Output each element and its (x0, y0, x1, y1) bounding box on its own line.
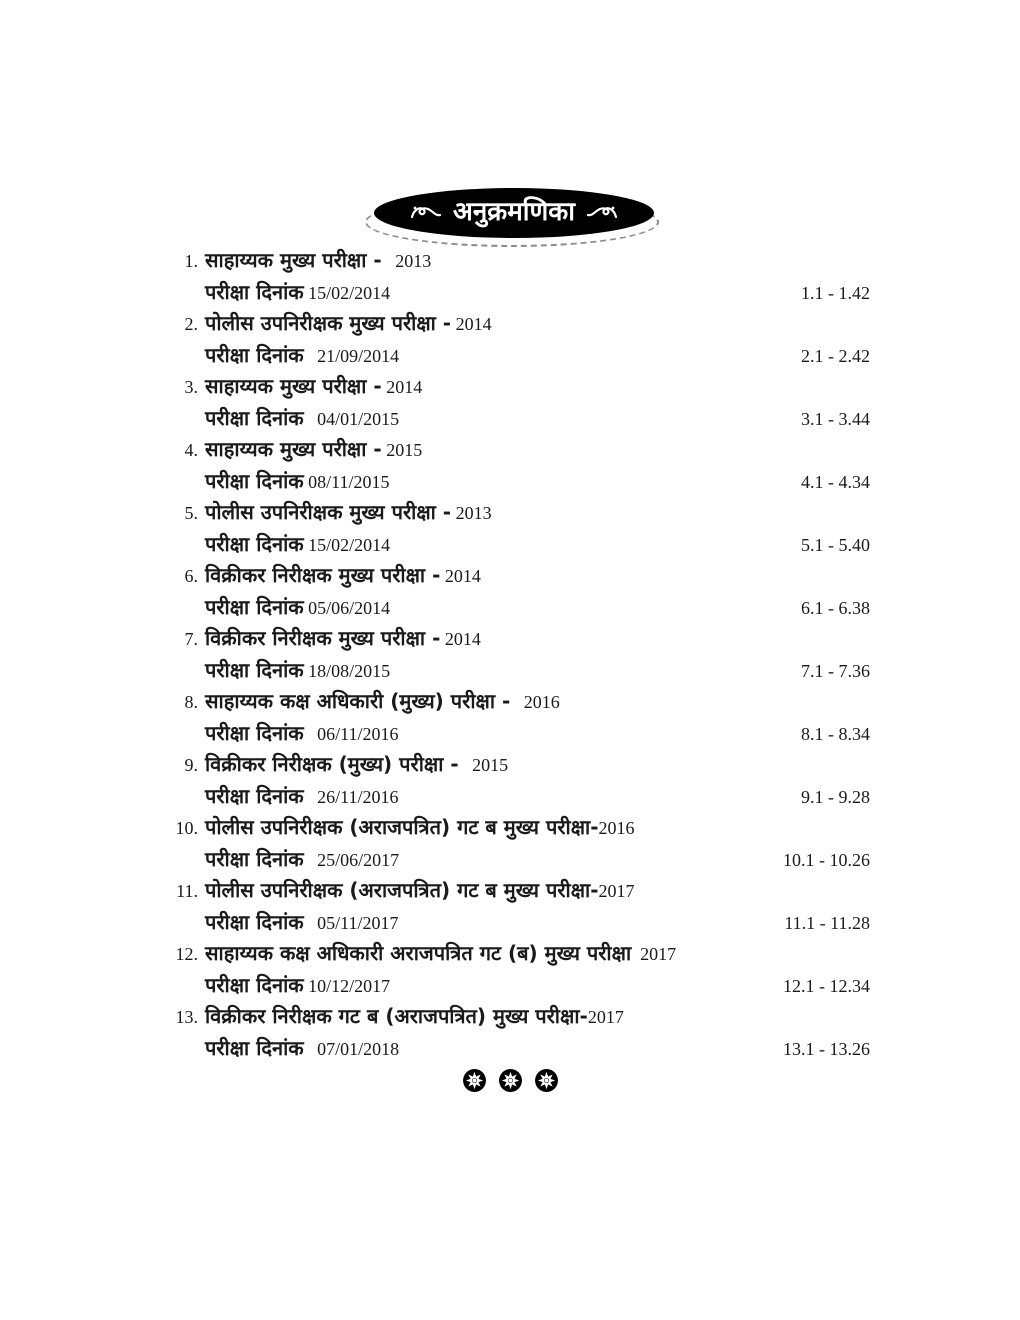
toc-entry (172, 817, 870, 880)
exam-name: साहाय्यक मुख्य परीक्षा - (205, 437, 382, 461)
toc-entry-title-line (172, 250, 870, 282)
entry-number: 8. (184, 692, 198, 712)
exam-date: 26/11/2016 (303, 786, 399, 807)
exam-year: 2014 (440, 566, 481, 586)
page-range: 8.1 - 8.34 (801, 723, 870, 744)
fleuron-right-icon (587, 204, 617, 222)
toc-entry-date-line (172, 468, 870, 503)
entry-number: 3. (184, 377, 198, 397)
toc-entry-date-line (172, 783, 870, 818)
toc-entry-date-line (172, 1035, 870, 1070)
entry-number: 4. (184, 440, 198, 460)
exam-date-label: परीक्षा दिनांक (205, 720, 304, 745)
exam-name: विक्रीकर निरीक्षक मुख्य परीक्षा - (205, 626, 441, 650)
toc-entry-date-line (172, 594, 870, 629)
page-range: 12.1 - 12.34 (783, 975, 870, 996)
title-banner (374, 188, 654, 238)
exam-year: 2017 (631, 944, 677, 964)
exam-date-label: परीक्षा दिनांक (205, 594, 304, 619)
toc-entry-title-line (172, 1006, 870, 1038)
toc-entry-date-line (172, 657, 870, 692)
page-range: 1.1 - 1.42 (801, 282, 870, 303)
exam-date-label: परीक्षा दिनांक (205, 783, 304, 808)
exam-year: 2014 (440, 629, 481, 649)
exam-date: 25/06/2017 (303, 849, 400, 870)
exam-year: 2015 (458, 755, 509, 775)
exam-year: 2013 (381, 251, 432, 271)
entry-number: 9. (184, 755, 198, 775)
banner-oval (374, 188, 654, 238)
exam-date: 07/01/2018 (303, 1038, 400, 1059)
entry-number: 5. (184, 503, 198, 523)
exam-date-label: परीक्षा दिनांक (205, 657, 304, 682)
exam-date-label: परीक्षा दिनांक (205, 909, 304, 934)
exam-name: विक्रीकर निरीक्षक (मुख्य) परीक्षा - (205, 752, 459, 776)
exam-date: 10/12/2017 (303, 975, 391, 996)
toc-entry (172, 250, 870, 313)
exam-date-label: परीक्षा दिनांक (205, 846, 304, 871)
toc-entry-title-line (172, 817, 870, 849)
exam-date: 15/02/2014 (303, 282, 391, 303)
page-range: 2.1 - 2.42 (801, 345, 870, 366)
page-title: अनुक्रमणिका (452, 196, 576, 227)
page-range: 6.1 - 6.38 (801, 597, 870, 618)
page-range: 5.1 - 5.40 (801, 534, 870, 555)
toc-entry-title-line (172, 943, 870, 975)
toc-entry-title-line (172, 628, 870, 660)
exam-name: साहाय्यक कक्ष अधिकारी (मुख्य) परीक्षा - (205, 689, 511, 713)
toc-entry-date-line (172, 279, 870, 314)
toc-entry-date-line (172, 846, 870, 881)
entry-number: 11. (176, 881, 198, 901)
toc-entry-date-line (172, 972, 870, 1007)
toc-entry-title-line (172, 565, 870, 597)
exam-name: साहाय्यक कक्ष अधिकारी अराजपत्रित गट (ब) मुख्य परीक्षा (205, 941, 632, 965)
toc-entry (172, 1006, 870, 1069)
toc-entry (172, 439, 870, 502)
exam-name: विक्रीकर निरीक्षक गट ब (अराजपत्रित) मुख्य परीक्षा- (205, 1004, 588, 1028)
entry-number: 13. (175, 1007, 198, 1027)
toc-entry-title-line (172, 754, 870, 786)
toc-entry (172, 880, 870, 943)
exam-date: 15/02/2014 (303, 534, 391, 555)
exam-year: 2016 (510, 692, 560, 712)
toc-entry-date-line (172, 909, 870, 944)
toc-entry-date-line (172, 342, 870, 377)
exam-name: साहाय्यक मुख्य परीक्षा - (205, 248, 382, 272)
exam-date-label: परीक्षा दिनांक (205, 531, 304, 556)
exam-date: 06/11/2016 (303, 723, 399, 744)
toc-entry (172, 691, 870, 754)
page-range: 10.1 - 10.26 (783, 849, 870, 870)
exam-year: 2016 (598, 818, 635, 838)
toc-entry-title-line (172, 880, 870, 912)
toc-entry-title-line (172, 439, 870, 471)
toc-entry-title-line (172, 376, 870, 408)
exam-date: 18/08/2015 (303, 660, 391, 681)
entry-number: 12. (175, 944, 198, 964)
entry-number: 1. (184, 251, 198, 271)
toc-entry-title-line (172, 502, 870, 534)
exam-name: पोलीस उपनिरीक्षक (अराजपत्रित) गट ब मुख्य परीक्षा- (205, 815, 599, 839)
page-range: 13.1 - 13.26 (783, 1038, 870, 1059)
toc-entry-date-line (172, 531, 870, 566)
toc-entry (172, 313, 870, 376)
exam-date-label: परीक्षा दिनांक (205, 405, 304, 430)
toc-entry (172, 565, 870, 628)
exam-date: 05/11/2017 (303, 912, 399, 933)
exam-name: विक्रीकर निरीक्षक मुख्य परीक्षा - (205, 563, 441, 587)
exam-date-label: परीक्षा दिनांक (205, 1035, 304, 1060)
entry-number: 10. (175, 818, 198, 838)
flower-medallion-icon (534, 1068, 559, 1093)
exam-name: पोलीस उपनिरीक्षक (अराजपत्रित) गट ब मुख्य परीक्षा- (205, 878, 599, 902)
exam-year: 2017 (598, 881, 635, 901)
flower-medallion-icon (498, 1068, 523, 1093)
fleuron-left-icon (411, 204, 441, 222)
page-range: 7.1 - 7.36 (801, 660, 870, 681)
entry-number: 6. (184, 566, 198, 586)
exam-date: 08/11/2015 (303, 471, 390, 492)
page-range: 4.1 - 4.34 (801, 471, 870, 492)
exam-date: 05/06/2014 (303, 597, 391, 618)
entry-number: 7. (184, 629, 198, 649)
exam-date-label: परीक्षा दिनांक (205, 279, 304, 304)
toc-entry (172, 628, 870, 691)
exam-date: 04/01/2015 (303, 408, 400, 429)
footer-ornaments (0, 1068, 1020, 1093)
exam-year: 2013 (451, 503, 492, 523)
exam-date: 21/09/2014 (303, 345, 400, 366)
exam-name: साहाय्यक मुख्य परीक्षा - (205, 374, 382, 398)
toc-entry (172, 376, 870, 439)
entry-number: 2. (184, 314, 198, 334)
toc-entry (172, 754, 870, 817)
page-range: 11.1 - 11.28 (784, 912, 870, 933)
toc-entry-title-line (172, 313, 870, 345)
page-range: 3.1 - 3.44 (801, 408, 870, 429)
exam-year: 2015 (381, 440, 423, 460)
exam-date-label: परीक्षा दिनांक (205, 342, 304, 367)
exam-year: 2014 (451, 314, 492, 334)
toc-entry-title-line (172, 691, 870, 723)
exam-year: 2017 (587, 1007, 624, 1027)
exam-year: 2014 (381, 377, 423, 397)
toc-list (172, 250, 870, 1069)
exam-date-label: परीक्षा दिनांक (205, 468, 304, 493)
toc-entry-date-line (172, 720, 870, 755)
exam-date-label: परीक्षा दिनांक (205, 972, 304, 997)
exam-name: पोलीस उपनिरीक्षक मुख्य परीक्षा - (205, 500, 452, 524)
flower-medallion-icon (462, 1068, 487, 1093)
toc-entry (172, 943, 870, 1006)
exam-name: पोलीस उपनिरीक्षक मुख्य परीक्षा - (205, 311, 452, 335)
page-range: 9.1 - 9.28 (801, 786, 870, 807)
toc-entry-date-line (172, 405, 870, 440)
toc-entry (172, 502, 870, 565)
